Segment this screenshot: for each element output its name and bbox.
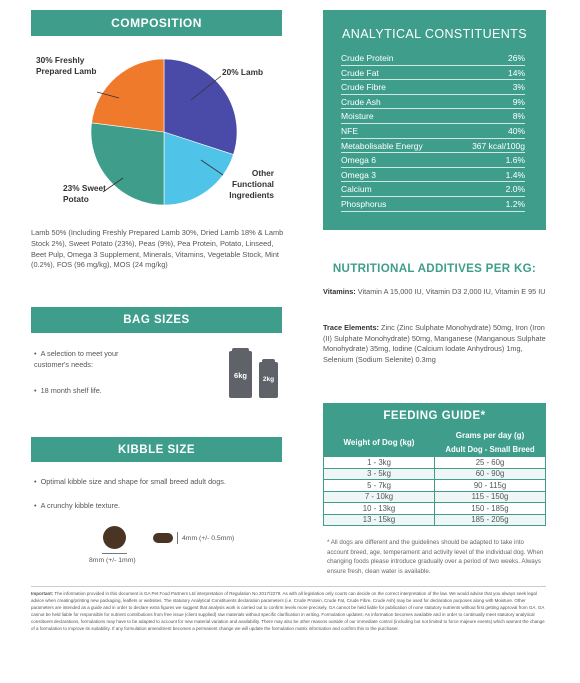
analytical-name: NFE <box>341 125 358 136</box>
feeding-row <box>324 457 546 469</box>
feeding-guide-title: FEEDING GUIDE* <box>383 410 486 422</box>
feeding-row <box>324 514 546 526</box>
analytical-name: Phosphorus <box>341 198 387 209</box>
analytical-name: Crude Ash <box>341 96 381 107</box>
col-grams-subheader: Adult Dog - Small Breed <box>435 443 546 457</box>
additives-title: NUTRITIONAL ADDITIVES PER KG: <box>332 262 537 275</box>
analytical-name: Crude Fibre <box>341 82 386 93</box>
analytical-value: 14% <box>507 67 525 78</box>
feeding-grams-cell: 60 - 90g <box>435 468 546 480</box>
analytical-value: 40% <box>507 125 525 136</box>
col-weight-header: Weight of Dog (kg) <box>324 429 435 457</box>
additives-trace <box>323 323 547 365</box>
trace-text: Zinc (Zinc Sulphate Monohydrate) 50mg, Iron (Iron (II) Sulphate Monohydrate) 50mg, Manganese (Manganous Sulphate Monohydrate) 35mg, Iodine (Calcium Iodate Anhydrous) 1mg, Selenium (Sodium Selenite) 0.3mg <box>323 323 546 364</box>
feeding-grams-cell: 90 - 115g <box>435 480 546 492</box>
feeding-grams-cell: 25 - 60g <box>435 457 546 469</box>
analytical-name: Metabolisable Energy <box>341 140 423 151</box>
bag-6kg-label: 6kg <box>234 371 247 380</box>
feeding-row <box>324 468 546 480</box>
bag-sizes-header <box>31 307 282 333</box>
feeding-grams-cell: 185 - 205g <box>435 514 546 526</box>
pie-label-sweet-potato: 23% Sweet Potato <box>63 183 106 204</box>
analytical-row <box>341 182 525 197</box>
analytical-value: 1.4% <box>505 169 525 180</box>
bag-bullet-selection-text: A selection to meet your customer's needs: <box>34 349 119 369</box>
feeding-note: * All dogs are different and the guidelines should be adapted to take into account breed, age, temperament and activity level of the individual dog. When changing foods please introduce gradually over a period of two weeks. Always ensure fresh, clean water is available. <box>327 539 544 575</box>
pie-label-fresh-lamb: 30% Freshly Prepared Lamb <box>36 55 97 76</box>
feeding-weight-cell: 10 - 13kg <box>324 503 435 515</box>
feeding-weight-cell: 5 - 7kg <box>324 480 435 492</box>
analytical-value: 1.2% <box>505 198 525 209</box>
feeding-row <box>324 491 546 503</box>
kibble-bullet-crunchy <box>34 501 120 512</box>
bag-2kg-image <box>259 362 278 398</box>
additives-vitamins <box>323 287 547 298</box>
kibble-side-image <box>153 533 173 543</box>
kibble-width-label: 8mm (+/- 1mm) <box>89 557 136 564</box>
analytical-row <box>341 51 525 66</box>
bag-2kg-label: 2kg <box>262 376 275 383</box>
analytical-row <box>341 124 525 139</box>
analytical-value: 26% <box>507 53 525 63</box>
composition-text: Lamb 50% (Including Freshly Prepared Lamb 30%, Dried Lamb 18% & Lamb Stock 2%), Sweet Potato (23%), Peas (9%), Pea Protein, Potato, Linseed, Beet Pulp, Omega 3 Supplement, Minerals, Vitamins, Vegetable Stock, Mint (0.2%), FOS (96 mg/kg), MOS (24 mg/kg) <box>31 228 284 270</box>
feeding-grams-cell: 150 - 185g <box>435 503 546 515</box>
vitamins-label: Vitamins: <box>323 287 356 296</box>
analytical-name: Crude Fat <box>341 67 379 78</box>
analytical-row <box>341 197 525 212</box>
analytical-name: Crude Protein <box>341 53 394 63</box>
feeding-weight-cell: 13 - 15kg <box>324 514 435 526</box>
bag-sizes-title: BAG SIZES <box>123 314 190 326</box>
bag-bullet-selection <box>34 349 144 370</box>
feeding-guide-table <box>323 428 546 526</box>
footer-disclaimer <box>31 590 546 632</box>
feeding-header-row <box>324 429 546 443</box>
composition-header <box>31 10 282 36</box>
analytical-title: ANALYTICAL CONSTITUENTS <box>342 27 527 41</box>
analytical-row <box>341 95 525 110</box>
analytical-row <box>341 80 525 95</box>
feeding-row <box>324 503 546 515</box>
analytical-table <box>341 51 525 212</box>
bag-bullet-shelf-life <box>34 386 102 397</box>
col-grams-header: Grams per day (g) <box>435 429 546 443</box>
kibble-round-image <box>103 526 126 549</box>
analytical-row <box>341 168 525 183</box>
analytical-name: Omega 3 <box>341 169 376 180</box>
feeding-weight-cell: 1 - 3kg <box>324 457 435 469</box>
analytical-row <box>341 153 525 168</box>
analytical-value: 1.6% <box>505 155 525 166</box>
kibble-height-label: 4mm (+/- 0.5mm) <box>182 535 235 542</box>
analytical-row <box>341 139 525 154</box>
footer-label: Important: <box>31 591 54 596</box>
trace-label: Trace Elements: <box>323 323 379 332</box>
analytical-value: 367 kcal/100g <box>472 140 525 151</box>
kibble-height-line <box>177 532 178 544</box>
bag-6kg-image <box>229 351 252 398</box>
kibble-width-line <box>102 553 127 554</box>
analytical-value: 2.0% <box>505 184 525 195</box>
pie-label-other: Other Functional Ingredients <box>229 168 274 200</box>
pie-label-lamb: 20% Lamb <box>222 67 264 77</box>
footer-text: The information provided in this document is GA Pet Food Partners Ltd interpretation of Regulation No 2017/2279. As with all legislation only courts can decide on the correct interpretation of the law. We would advise that you always seek legal advice when creating/printing new packaging, leaflets or websites. The statutory Analytical Constituents declaration parameters (i.e. Crude Protein, Crude Fat, Crude Fibre, Crude Ash) may be used for declaration purposes along with Moisture. Other parameters are intended as a guide and in order to declare extra figures we suggest that analysis work is carried out to confirm levels more precisely. GA cannot be held liable for publication of none statutory nutrients without first getting approval from GA. GA cannot be held liable for responsible for nutrient contributions from free issue (client supplied) raw materials without specific clarification in writing. Formulation updates: As information becomes available and in order to continually meet statutory analytical constituent declarations, formulations may have to be adapted to account for new material variation and availability. There may also be other reasons outside of our immediate control (including but not limited to force majeure events) which warrant the change of a formulation to improve its suitability. If any formulation amendment becomes a permanent change we will update the formulation matrix information and confirm this to the purchaser. <box>31 591 545 631</box>
feeding-weight-cell: 3 - 5kg <box>324 468 435 480</box>
analytical-name: Omega 6 <box>341 155 376 166</box>
analytical-row <box>341 66 525 81</box>
feeding-guide-header <box>323 403 546 429</box>
bag-bullet-shelf-text: 18 month shelf life. <box>40 386 102 395</box>
analytical-value: 8% <box>512 111 525 122</box>
feeding-grams-cell: 115 - 150g <box>435 491 546 503</box>
composition-title: COMPOSITION <box>111 16 202 30</box>
analytical-row <box>341 109 525 124</box>
vitamins-text: Vitamin A 15,000 IU, Vitamin D3 2,000 IU, Vitamin E 95 IU <box>355 287 546 296</box>
kibble-bullet-optimal-text: Optimal kibble size and shape for small breed adult dogs. <box>40 477 226 486</box>
kibble-size-header <box>31 437 282 462</box>
kibble-bullet-crunchy-text: A crunchy kibble texture. <box>40 501 121 510</box>
analytical-value: 3% <box>512 82 525 93</box>
footer-divider <box>31 586 546 587</box>
analytical-name: Calcium <box>341 184 372 195</box>
feeding-weight-cell: 7 - 10kg <box>324 491 435 503</box>
analytical-value: 9% <box>512 96 525 107</box>
analytical-name: Moisture <box>341 111 374 122</box>
pie-slice-3 <box>92 59 164 132</box>
kibble-size-title: KIBBLE SIZE <box>117 443 196 456</box>
feeding-row <box>324 480 546 492</box>
kibble-bullet-optimal <box>34 477 284 488</box>
